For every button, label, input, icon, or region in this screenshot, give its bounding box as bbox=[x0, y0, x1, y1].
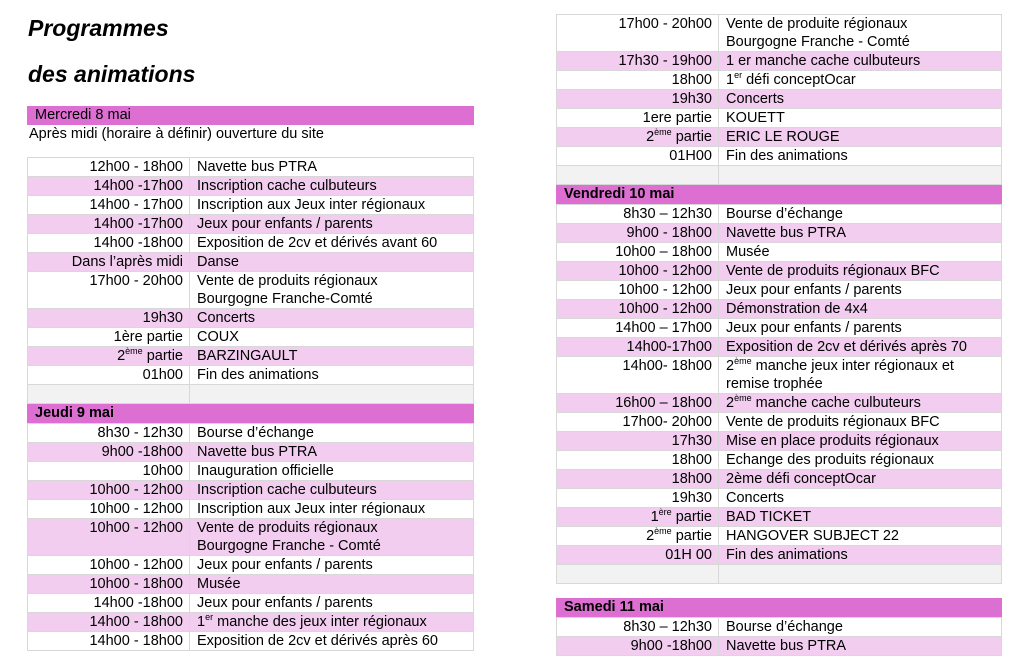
superscript: er bbox=[734, 70, 743, 81]
activity-cell bbox=[190, 385, 473, 403]
activity-cell: Echange des produits régionaux bbox=[726, 452, 934, 468]
table-row bbox=[557, 14, 1001, 52]
activity-cell: Vente de produits régionaux BFC bbox=[726, 263, 940, 279]
left-column bbox=[27, 106, 474, 651]
activity-cell: Exposition de 2cv et dérivés avant 60 bbox=[197, 235, 438, 251]
activity-cell: Navette bus PTRA bbox=[726, 638, 847, 654]
table-row bbox=[557, 527, 1001, 546]
activity-cell: Exposition de 2cv et dérivés après 70 bbox=[726, 339, 967, 355]
activity-cell: ERIC LE ROUGE bbox=[726, 129, 840, 145]
time-cell: 17h00- 20h00 bbox=[557, 413, 719, 431]
activity-cell: Bourse d’échange bbox=[197, 425, 314, 441]
empty-row bbox=[28, 385, 473, 404]
activity-cell: Danse bbox=[197, 254, 239, 270]
table-row bbox=[28, 347, 473, 366]
time-cell: 14h00 -17h00 bbox=[28, 177, 190, 195]
table-row bbox=[557, 413, 1001, 432]
table-row bbox=[557, 281, 1001, 300]
time-cell: 14h00 - 17h00 bbox=[28, 196, 190, 214]
table-row bbox=[28, 575, 473, 594]
table-row bbox=[557, 394, 1001, 413]
time-cell: 9h00 - 18h00 bbox=[557, 224, 719, 242]
table-row bbox=[28, 234, 473, 253]
table-row bbox=[557, 52, 1001, 71]
activity-cell: Inscription aux Jeux inter régionaux bbox=[197, 501, 426, 517]
activity-cell: 2ème manche cache culbuteurs bbox=[726, 393, 921, 411]
day-header-vendredi: Vendredi 10 mai bbox=[556, 185, 1002, 204]
page-subtitle: des animations bbox=[28, 61, 196, 87]
table-row bbox=[557, 357, 1001, 394]
table-row bbox=[28, 594, 473, 613]
activity-cell: Musée bbox=[726, 244, 770, 260]
superscript: ème bbox=[734, 356, 752, 367]
table-row bbox=[557, 338, 1001, 357]
time-cell bbox=[28, 385, 190, 403]
superscript: er bbox=[205, 612, 214, 623]
activity-cell: HANGOVER SUBJECT 22 bbox=[726, 528, 899, 544]
table-row bbox=[28, 481, 473, 500]
time-cell: 10h00 bbox=[28, 462, 190, 480]
table-row bbox=[557, 224, 1001, 243]
table-row bbox=[557, 243, 1001, 262]
time-cell: 10h00 - 12h00 bbox=[28, 500, 190, 518]
table-row bbox=[28, 196, 473, 215]
activity-cell: Inscription cache culbuteurs bbox=[197, 482, 377, 498]
table-row bbox=[557, 128, 1001, 147]
activity-cell: Inauguration officielle bbox=[197, 463, 334, 479]
time-cell: 1ère partie bbox=[557, 508, 719, 526]
time-cell: 8h30 – 12h30 bbox=[557, 618, 719, 636]
mercredi-note: Après midi (horaire à définir) ouverture du site bbox=[29, 126, 324, 142]
activity-cell: Mise en place produits régionaux bbox=[726, 433, 939, 449]
time-cell: 17h00 - 20h00 bbox=[28, 272, 190, 308]
empty-row bbox=[557, 166, 1001, 185]
samedi-table bbox=[556, 617, 1002, 656]
table-row bbox=[28, 215, 473, 234]
mercredi-table bbox=[27, 157, 474, 404]
time-cell: 18h00 bbox=[557, 470, 719, 488]
table-row bbox=[28, 462, 473, 481]
spacer bbox=[556, 584, 1002, 598]
activity-cell: Jeux pour enfants / parents bbox=[726, 282, 902, 298]
time-cell: 14h00 -18h00 bbox=[28, 234, 190, 252]
activity-cell: Bourse d’échange bbox=[726, 206, 843, 222]
time-cell: 10h00 - 12h00 bbox=[557, 300, 719, 318]
time-cell: 10h00 – 18h00 bbox=[557, 243, 719, 261]
activity-cell: 2ème défi conceptOcar bbox=[726, 471, 876, 487]
table-row bbox=[28, 423, 473, 443]
time-cell: 1ere partie bbox=[557, 109, 719, 127]
activity-cell: Vente de produits régionaux Bourgogne Franche-Comté bbox=[197, 273, 378, 307]
table-row bbox=[557, 546, 1001, 565]
activity-cell: 1er défi conceptOcar bbox=[726, 70, 856, 88]
empty-row bbox=[557, 565, 1001, 584]
time-cell: 16h00 – 18h00 bbox=[557, 394, 719, 412]
table-row bbox=[28, 328, 473, 347]
table-row bbox=[557, 617, 1001, 637]
superscript: ème bbox=[125, 346, 143, 357]
table-row bbox=[28, 632, 473, 651]
time-cell: 1ère partie bbox=[28, 328, 190, 346]
activity-cell: Concerts bbox=[197, 310, 256, 326]
table-row bbox=[557, 508, 1001, 527]
time-cell: 17h00 - 20h00 bbox=[557, 15, 719, 51]
activity-cell: Navette bus PTRA bbox=[726, 225, 847, 241]
time-cell: 2ème partie bbox=[557, 527, 719, 545]
activity-cell: Concerts bbox=[726, 490, 785, 506]
jeudi-suite-table bbox=[556, 14, 1002, 185]
time-cell: 9h00 -18h00 bbox=[28, 443, 190, 461]
activity-cell: Exposition de 2cv et dérivés après 60 bbox=[197, 633, 438, 649]
time-cell: 14h00-17h00 bbox=[557, 338, 719, 356]
time-cell: 18h00 bbox=[557, 451, 719, 469]
time-cell: 14h00 - 18h00 bbox=[28, 632, 190, 650]
activity-cell: COUX bbox=[197, 329, 239, 345]
time-cell: 8h30 - 12h30 bbox=[28, 424, 190, 442]
table-row bbox=[28, 556, 473, 575]
table-row bbox=[557, 470, 1001, 489]
activity-cell: Inscription cache culbuteurs bbox=[197, 178, 377, 194]
activity-cell: Bourse d’échange bbox=[726, 619, 843, 635]
table-row bbox=[557, 90, 1001, 109]
day-header-mercredi: Mercredi 8 mai bbox=[27, 106, 474, 125]
time-cell: Dans l’après midi bbox=[28, 253, 190, 271]
right-column bbox=[556, 14, 1002, 656]
page-title: Programmes bbox=[28, 15, 169, 41]
activity-cell: Inscription aux Jeux inter régionaux bbox=[197, 197, 426, 213]
time-cell: 19h30 bbox=[557, 489, 719, 507]
time-cell: 10h00 - 12h00 bbox=[28, 481, 190, 499]
time-cell: 10h00 - 12h00 bbox=[28, 556, 190, 574]
activity-cell: Navette bus PTRA bbox=[197, 444, 318, 460]
activity-cell: Vente de produits régionaux BFC bbox=[726, 414, 940, 430]
activity-cell: Démonstration de 4x4 bbox=[726, 301, 868, 317]
table-row bbox=[557, 637, 1001, 656]
activity-cell: Jeux pour enfants / parents bbox=[197, 557, 373, 573]
activity-cell: Fin des animations bbox=[726, 547, 848, 563]
activity-cell: Jeux pour enfants / parents bbox=[726, 320, 902, 336]
activity-cell: Vente de produite régionaux Bourgogne Franche - Comté bbox=[726, 16, 910, 50]
activity-cell: Fin des animations bbox=[197, 367, 319, 383]
time-cell: 9h00 -18h00 bbox=[557, 637, 719, 655]
activity-cell: 1 er manche cache culbuteurs bbox=[726, 53, 921, 69]
table-row bbox=[28, 500, 473, 519]
time-cell: 10h00 - 12h00 bbox=[28, 519, 190, 555]
time-cell: 10h00 - 12h00 bbox=[557, 262, 719, 280]
time-cell: 14h00 – 17h00 bbox=[557, 319, 719, 337]
time-cell: 2ème partie bbox=[28, 347, 190, 365]
time-cell: 18h00 bbox=[557, 71, 719, 89]
time-cell: 12h00 - 18h00 bbox=[28, 158, 190, 176]
time-cell: 14h00 - 18h00 bbox=[28, 613, 190, 631]
table-row bbox=[28, 366, 473, 385]
table-row bbox=[28, 253, 473, 272]
time-cell: 19h30 bbox=[28, 309, 190, 327]
table-row bbox=[557, 204, 1001, 224]
table-row bbox=[28, 613, 473, 632]
table-row bbox=[557, 319, 1001, 338]
activity-cell: KOUETT bbox=[726, 110, 785, 126]
table-row bbox=[557, 147, 1001, 166]
time-cell bbox=[557, 565, 719, 583]
time-cell: 8h30 – 12h30 bbox=[557, 205, 719, 223]
activity-cell: BARZINGAULT bbox=[197, 348, 298, 364]
activity-cell: Musée bbox=[197, 576, 241, 592]
activity-cell: BAD TICKET bbox=[726, 509, 812, 525]
activity-cell bbox=[719, 565, 1001, 583]
activity-cell: Jeux pour enfants / parents bbox=[197, 216, 373, 232]
time-cell: 10h00 - 18h00 bbox=[28, 575, 190, 593]
table-row bbox=[28, 519, 473, 556]
day-header-jeudi: Jeudi 9 mai bbox=[27, 404, 474, 423]
time-cell bbox=[557, 166, 719, 184]
table-row bbox=[28, 177, 473, 196]
table-row bbox=[557, 489, 1001, 508]
activity-cell: 2ème manche jeux inter régionaux et remise trophée bbox=[726, 356, 954, 392]
time-cell: 14h00 -18h00 bbox=[28, 594, 190, 612]
activity-cell bbox=[719, 166, 1001, 184]
activity-cell: Fin des animations bbox=[726, 148, 848, 164]
table-row bbox=[557, 262, 1001, 281]
activity-cell: Jeux pour enfants / parents bbox=[197, 595, 373, 611]
activity-cell: Vente de produits régionaux Bourgogne Franche - Comté bbox=[197, 520, 381, 554]
vendredi-table bbox=[556, 204, 1002, 584]
time-cell: 01H 00 bbox=[557, 546, 719, 564]
table-row bbox=[557, 109, 1001, 128]
time-cell: 14h00- 18h00 bbox=[557, 357, 719, 393]
time-cell: 2ème partie bbox=[557, 128, 719, 146]
table-row bbox=[557, 451, 1001, 470]
time-cell: 14h00 -17h00 bbox=[28, 215, 190, 233]
spacer bbox=[27, 145, 474, 157]
activity-cell: Concerts bbox=[726, 91, 785, 107]
table-row bbox=[557, 71, 1001, 90]
table-row bbox=[28, 272, 473, 309]
time-cell: 01H00 bbox=[557, 147, 719, 165]
time-cell: 17h30 - 19h00 bbox=[557, 52, 719, 70]
table-row bbox=[28, 157, 473, 177]
superscript: ème bbox=[654, 127, 672, 138]
table-row bbox=[28, 309, 473, 328]
day-header-samedi: Samedi 11 mai bbox=[556, 598, 1002, 617]
jeudi-table bbox=[27, 423, 474, 651]
activity-cell: 1er manche des jeux inter régionaux bbox=[197, 612, 427, 630]
time-cell: 17h30 bbox=[557, 432, 719, 450]
superscript: ère bbox=[658, 507, 672, 518]
time-cell: 19h30 bbox=[557, 90, 719, 108]
superscript: ème bbox=[654, 526, 672, 537]
table-row bbox=[28, 443, 473, 462]
table-row bbox=[557, 300, 1001, 319]
time-cell: 10h00 - 12h00 bbox=[557, 281, 719, 299]
table-row bbox=[557, 432, 1001, 451]
activity-cell: Navette bus PTRA bbox=[197, 159, 318, 175]
superscript: ème bbox=[734, 393, 752, 404]
time-cell: 01h00 bbox=[28, 366, 190, 384]
